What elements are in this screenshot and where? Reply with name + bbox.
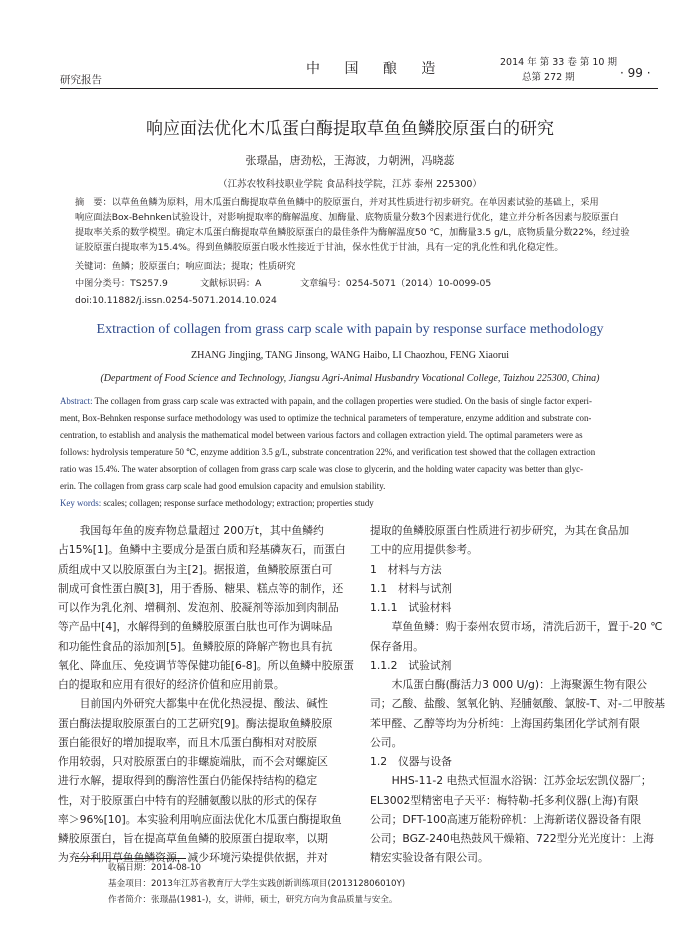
body-line: 和功能性食品的添加剂[5]。鱼鳞胶原的降解产物也具有抗 [58,640,333,653]
body-line: 保存备用。 [370,640,424,653]
abstract-en-line: centration, to establish and analysis the mathematical model between various factors and collagen extraction yield. The optimal parameters were as [60,430,583,440]
keywords-cn: 关键词：鱼鳞；胶原蛋白；响应面法；提取；性质研究 [75,261,296,272]
issue-info: 2014 年 第 33 卷 第 10 期 [500,57,617,68]
document-code: 文献标识码：A [200,278,262,289]
journal-name: 中 国 酿 造 [306,61,446,77]
body-line: 精宏实验设备有限公司。 [370,851,489,864]
paper-title-en: Extraction of collagen from grass carp scale with papain by response surface methodology [96,322,604,337]
keywords-en-label: Key words: [60,498,102,508]
body-line: 司；乙酸、盐酸、氢氧化钠、羟脯氨酸、氯胺-T、对-二甲胺基 [370,697,666,710]
body-line: 质组成中又以胶原蛋白为主[2]。据报道，鱼鳞胶原蛋白可 [58,563,333,576]
section-label: 研究报告 [60,74,102,86]
abstract-cn-line: 证胶原蛋白提取率为15.4%。得到鱼鳞胶原蛋白吸水性接近于甘油，保水性优于甘油，具有一定的乳化性和乳化稳定性。 [75,242,564,253]
authors-cn: 张璟晶，唐劲松，王海波，力朝洲，冯晓蕊 [245,154,455,167]
paper-title-cn: 响应面法优化木瓜蛋白酶提取草鱼鱼鳞胶原蛋白的研究 [146,119,554,139]
abstract-cn-line: 提取率关系的数学模型。确定木瓜蛋白酶提取草鱼鳞胶原蛋白的最佳条件为酶解温度50 ℃，加酶量3.5 g/L，底物质量分数22%，经过验 [75,227,630,238]
affiliation-en: (Department of Food Science and Technology, Jiangsu Agri-Animal Husbandry Vocational College, Taizhou 225300, China) [100,373,600,384]
body-line: 草鱼鱼鳞：购于泰州农贸市场，清洗后沥干，置于-20 ℃ [370,620,663,633]
body-line: 进行水解，提取得到的酶溶性蛋白仍能保持结构的稳定 [58,774,318,787]
footnote-funding: 基金项目：2013年江苏省教育厅大学生实践创新训练项目(201312806010Y) [108,879,406,889]
body-line: 苯甲醛、乙醇等均为分析纯：上海国药集团化学试剂有限 [370,717,640,730]
heading-1-1: 1.1 材料与试剂 [370,582,452,595]
abstract-cn-line: 响应面法Box-Behnken试验设计，对影响提取率的酶解温度、加酶量、底物质量分数3个因素进行优化，建立并分析各因素与胶原蛋白 [75,212,619,223]
body-line: HHS-11-2 电热式恒温水浴锅：江苏金坛宏凯仪器厂； [370,774,652,787]
heading-1-2: 1.2 仪器与设备 [370,755,452,768]
abstract-en-line: ment, Box-Behnken response surface methodology was used to optimize the technical parameters of temperature, enzyme addition and substrate con- [60,413,592,423]
doi: doi:10.11882/j.issn.0254-5071.2014.10.024 [75,295,277,306]
heading-1-1-1: 1.1.1 试验材料 [370,601,452,614]
issue-total: 总第 272 期 [522,72,575,83]
body-line: 等产品中[4]，水解得到的鱼鳞胶原蛋白肽也可作为调味品 [58,620,333,633]
abstract-en-label: Abstract: [60,396,93,406]
abstract-en-line: erin. The collagen from grass carp scale had good emulsion capacity and emulsion stability. [60,481,386,491]
page-number: · 99 · [620,66,651,80]
body-line: 可以作为乳化剂、增稠剂、发泡剂、胶凝剂等添加到肉制品 [58,601,339,614]
heading-1: 1 材料与方法 [370,563,442,576]
authors-en: ZHANG Jingjing, TANG Jinsong, WANG Haibo, LI Chaozhou, FENG Xiaorui [191,350,509,361]
abstract-cn-label: 摘 要： [75,197,112,208]
body-line: 氧化、降血压、免疫调节等保健功能[6-8]。所以鱼鳞中胶原蛋 [58,659,354,672]
keywords-en: Key words: scales; collagen; response surface methodology; extraction; properties study [60,498,374,508]
abstract-en-line: ratio was 15.4%. The water absorption of collagen from grass carp scale was close to glycerin, and the holding water capacity was better than glyc- [60,464,584,474]
header-rule [60,88,658,89]
clc-number: 中图分类号：TS257.9 [75,278,168,289]
body-line: EL3002型精密电子天平：梅特勒-托多利仪器(上海)有限 [370,794,639,807]
body-line: 占15%[1]。鱼鳞中主要成分是蛋白质和羟基磷灰石，而蛋白 [58,543,346,556]
body-line: 白的提取和应用有很好的经济价值和应用前景。 [58,678,285,691]
abstract-cn-line: 摘 要：以草鱼鱼鳞为原料，用木瓜蛋白酶提取草鱼鱼鳞中的胶原蛋白，并对其性质进行初步研究。在单因素试验的基础上，采用 [75,197,599,208]
body-line: 蛋白能很好的增加提取率，而且木瓜蛋白酶相对对胶原 [58,736,318,749]
abstract-en-line: follows: hydrolysis temperature 50 ℃, enzyme addition 3.5 g/L, substrate concentration 22%, and verification test showed that the collagen extraction [60,447,596,457]
footnote-rule [76,858,186,859]
body-line: 为充分利用草鱼鱼鳞资源，减少环境污染提供依据，并对 [58,851,328,864]
footnote-author: 作者简介：张璟晶(1981-)，女，讲师，硕士，研究方向为食品质量与安全。 [108,895,398,905]
abstract-en-line: Abstract: The collagen from grass carp scale was extracted with papain, and the collagen properties were studied. On the basis of single factor experi- [60,396,592,406]
body-line: 公司。 [370,736,403,749]
body-line: 性，对于胶原蛋白中特有的羟脯氨酸以肽的形式的保存 [58,794,318,807]
heading-1-1-2: 1.1.2 试验试剂 [370,659,452,672]
body-line: 提取的鱼鳞胶原蛋白性质进行初步研究，为其在食品加 [370,524,630,537]
body-line: 蛋白酶法提取胶原蛋白的工艺研究[9]。酶法提取鱼鳞胶原 [58,717,333,730]
body-line: 工中的应用提供参考。 [370,543,478,556]
body-line: 鳞胶原蛋白，旨在提高草鱼鱼鳞的胶原蛋白提取率，以期 [58,832,328,845]
article-number: 文章编号：0254-5071（2014）10-0099-05 [300,278,492,289]
footnote-received: 收稿日期：2014-08-10 [108,863,201,873]
body-line: 我国每年鱼的废弃物总量超过 200万t，其中鱼鳞约 [58,524,324,537]
body-line: 作用较弱，只对胶原蛋白的非螺旋端肽，而不会对螺旋区 [58,755,328,768]
body-line: 公司；DFT-100高速万能粉碎机：上海新诺仪器设备有限 [370,813,642,826]
body-line: 公司；BGZ-240电热鼓风干燥箱、722型分光光度计：上海 [370,832,654,845]
body-line: 木瓜蛋白酶(酶活力3 000 U/g)：上海聚源生物有限公 [370,678,648,691]
body-line: 目前国内外研究大都集中在优化热浸提、酸法、碱性 [58,697,328,710]
body-line: 制成可食性蛋白膜[3]，用于香肠、糖果、糕点等的制作，还 [58,582,344,595]
body-line: 率＞96%[10]。本实验利用响应面法优化木瓜蛋白酶提取鱼 [58,813,342,826]
affiliation-cn: （江苏农牧科技职业学院 食品科技学院，江苏 泰州 225300） [218,179,482,190]
